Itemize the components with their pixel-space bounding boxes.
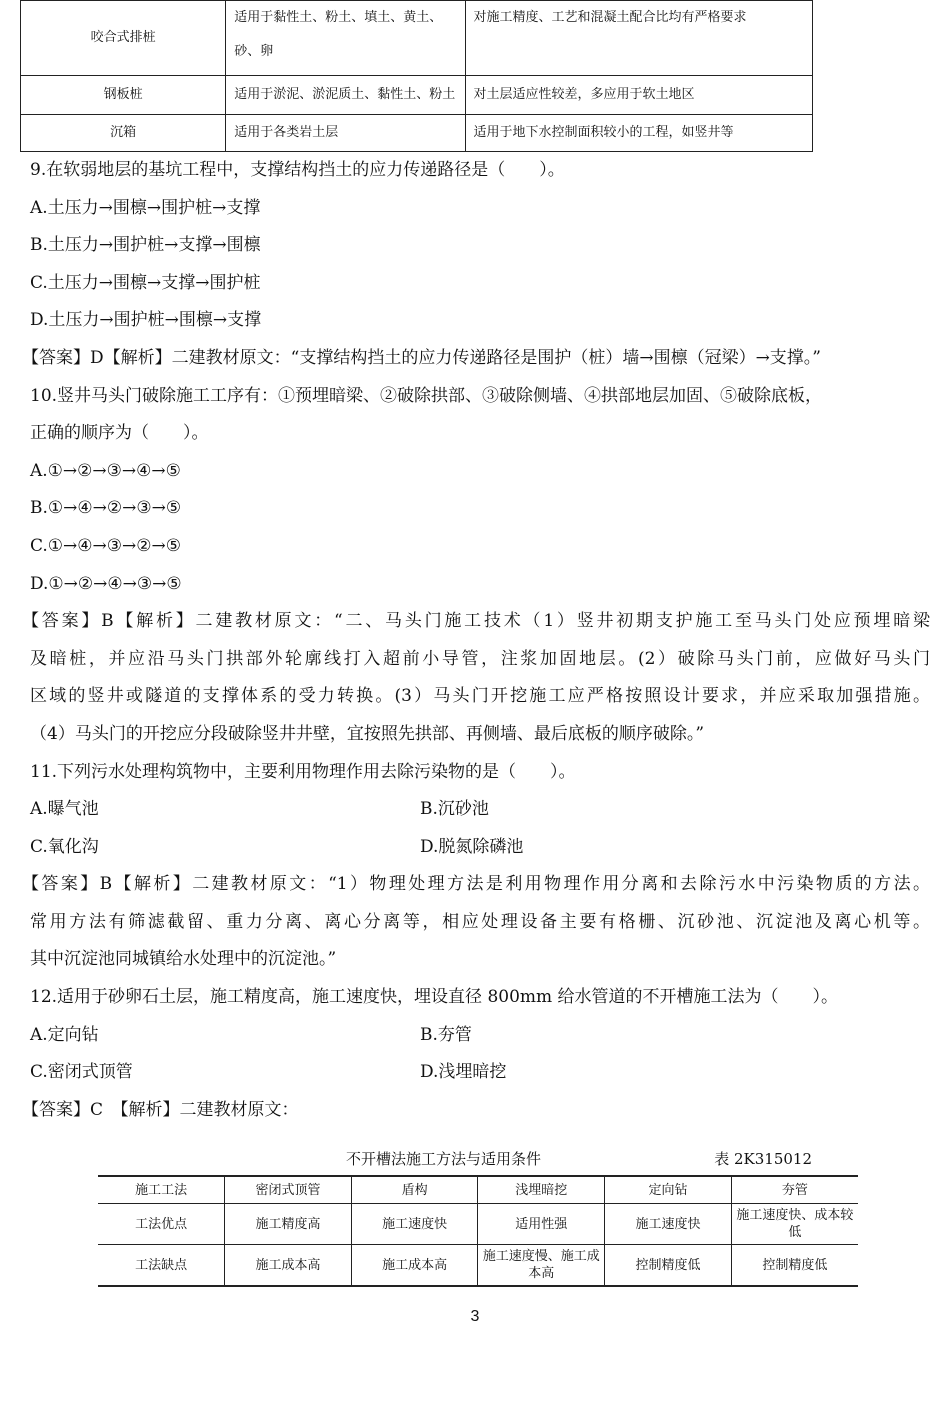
column-header: 密闭式顶管 — [225, 1176, 352, 1204]
table-row — [98, 1204, 858, 1245]
table-cell: 工法优点 — [98, 1204, 225, 1245]
table-cell: 施工成本高 — [225, 1245, 352, 1287]
question-9-option-c: C.土压力→围檩→支撑→围护桩 — [30, 272, 261, 293]
table-cell: 施工精度高 — [225, 1204, 352, 1245]
column-header: 夯管 — [731, 1176, 858, 1204]
question-12-option-c: C.密闭式顶管 — [30, 1062, 133, 1083]
table-cell: 工法缺点 — [98, 1245, 225, 1287]
question-10-option-a: A.①→②→③→④→⑤ — [30, 460, 181, 481]
table-cell: 施工速度快 — [351, 1204, 478, 1245]
question-11-options-row — [30, 829, 930, 867]
question-11-option-d: D.脱氮除磷池 — [420, 836, 524, 857]
structure-name: 钢板桩 — [21, 76, 226, 115]
soil-applicability: 适用于淤泥、淤泥质土、黏性土、粉土 — [226, 76, 465, 115]
soil-applicability: 适用于各类岩土层 — [226, 115, 465, 152]
page-number: 3 — [470, 1308, 480, 1325]
question-content — [22, 152, 930, 1129]
question-10-answer-line: 区域的竖井或隧道的支撑体系的受力转换。(3）马头门开挖施工应严格按照设计要求，并应采取加强措施。 — [30, 686, 930, 707]
column-header: 定向钻 — [605, 1176, 732, 1204]
question-11-options-row — [30, 791, 930, 829]
methods-table-caption — [98, 1148, 858, 1172]
table-cell: 施工速度快 — [605, 1204, 732, 1245]
column-header: 浅埋暗挖 — [478, 1176, 605, 1204]
question-9-stem: 9.在软弱地层的基坑工程中，支撑结构挡土的应力传递路径是（ ）。 — [30, 160, 565, 180]
question-12-options-row — [30, 1017, 930, 1055]
table-row — [98, 1245, 858, 1287]
question-10-stem-cont: 正确的顺序为（ ）。 — [30, 423, 209, 444]
structure-note: 对施工精度、工艺和混凝土配合比均有严格要求 — [465, 1, 812, 76]
question-12-options-row — [30, 1054, 930, 1092]
table-cell: 适用性强 — [478, 1204, 605, 1245]
table-header-row — [98, 1176, 858, 1204]
structure-name: 沉箱 — [21, 115, 226, 152]
question-10-option-c: C.①→④→③→②→⑤ — [30, 535, 181, 556]
question-9-option-b: B.土压力→围护桩→支撑→围檩 — [30, 235, 261, 256]
methods-table-title: 不开槽法施工方法与适用条件 — [346, 1150, 542, 1168]
methods-table-code: 表 2K315012 — [714, 1150, 812, 1168]
structure-note: 对土层适应性较差，多应用于软土地区 — [465, 76, 812, 115]
table-cell: 控制精度低 — [731, 1245, 858, 1287]
table-row — [21, 1, 813, 76]
question-9-option-a: A.土压力→围檩→围护桩→支撑 — [30, 197, 261, 218]
question-12-option-a: A.定向钻 — [30, 1024, 99, 1045]
structure-note: 适用于地下水控制面积较小的工程，如竖井等 — [465, 115, 812, 152]
table-cell: 施工速度慢、施工成本高 — [478, 1245, 605, 1287]
question-12-option-b: B.夯管 — [420, 1024, 472, 1045]
retaining-structure-table — [20, 0, 813, 152]
question-12-option-d: D.浅埋暗挖 — [420, 1062, 507, 1083]
question-11-option-b: B.沉砂池 — [420, 799, 489, 820]
question-10-option-d: D.①→②→④→③→⑤ — [30, 573, 182, 594]
question-12-stem: 12.适用于砂卵石土层，施工精度高，施工速度快，埋设直径 800mm 给水管道的不开槽施工法为（ ）。 — [30, 987, 839, 1008]
question-11-answer-line: 常用方法有筛滤截留、重力分离、离心分离等，相应处理设备主要有格栅、沉砂池、沉淀池及离心机等。 — [30, 911, 930, 932]
structure-name: 咬合式排桩 — [21, 1, 226, 76]
question-11-stem: 11.下列污水处理构筑物中，主要利用物理作用去除污染物的是（ ）。 — [30, 761, 576, 782]
soil-applicability: 适用于黏性土、粉土、填土、黄土、砂、卵 — [226, 1, 465, 76]
column-header: 盾构 — [351, 1176, 478, 1204]
question-11-answer-line: 【答案】B【解析】二建教材原文：“1）物理处理方法是利用物理作用分离和去除污水中污染物质的方法。 — [22, 874, 930, 895]
question-10-answer-line: 及暗桩，并应沿马头门拱部外轮廓线打入超前小导管，注浆加固地层。(2）破除马头门前，应做好马头门 — [30, 648, 930, 669]
table-cell: 施工成本高 — [351, 1245, 478, 1287]
question-10-stem: 10.竖井马头门破除施工工序有：①预埋暗梁、②破除拱部、③破除侧墙、④拱部地层加固、⑤破除底板， — [30, 385, 823, 406]
table-row — [21, 115, 813, 152]
question-10-answer-line: 【答案】B【解析】二建教材原文：“二、马头门施工技术（1）竖井初期支护施工至马头门处应预埋暗梁 — [22, 611, 930, 632]
question-10-option-b: B.①→④→②→③→⑤ — [30, 498, 182, 519]
question-11-option-c: C.氧化沟 — [30, 836, 99, 857]
column-header: 施工工法 — [98, 1176, 225, 1204]
question-11-answer-line: 其中沉淀池同城镇给水处理中的沉淀池。” — [30, 949, 337, 970]
question-11-option-a: A.曝气池 — [30, 799, 99, 820]
question-9-option-d: D.土压力→围护桩→围檩→支撑 — [30, 310, 262, 331]
table-cell: 控制精度低 — [605, 1245, 732, 1287]
table-cell: 施工速度快、成本较低 — [731, 1204, 858, 1245]
trenchless-methods-table — [98, 1175, 858, 1287]
question-12-answer: 【答案】C 【解析】二建教材原文： — [22, 1099, 299, 1120]
question-10-answer-line: （4）马头门的开挖应分段破除竖井井壁，宜按照先拱部、再侧墙、最后底板的顺序破除。” — [30, 723, 705, 744]
table-row — [21, 76, 813, 115]
question-9-answer: 【答案】D【解析】二建教材原文：“支撑结构挡土的应力传递路径是围护（桩）墙→围檩（冠梁）→支撑。” — [22, 347, 821, 368]
